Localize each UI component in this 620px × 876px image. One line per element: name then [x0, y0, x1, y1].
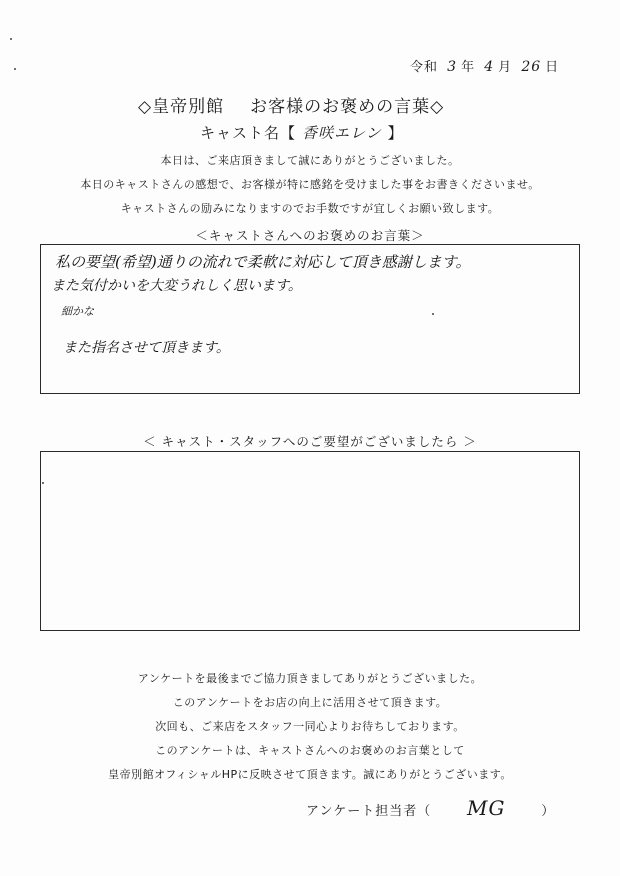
request-comment-box: [40, 451, 580, 631]
date-day-unit: 日: [545, 60, 560, 75]
request-section-heading: ＜ キャスト・スタッフへのご要望がございましたら ＞: [143, 434, 477, 449]
date-day: 26: [521, 59, 542, 75]
surveyor-line: [306, 796, 555, 820]
ink-dot: [432, 313, 434, 315]
ink-dot: [42, 482, 44, 484]
praise-section-heading: ＜キャストさんへのお褒めのお言葉＞: [195, 228, 425, 243]
handwritten-line: また気付かいを大変うれしく思います。: [51, 278, 302, 294]
intro-line: 本日は、ご来店頂きまして誠にありがとうございました。: [160, 154, 460, 167]
intro-line: 本日のキャストさんの感想で、お客様が特に感銘を受けました事をお書きくださいませ。: [80, 178, 540, 191]
closing-line: このアンケートをお店の向上に活用させて頂きます。: [172, 696, 448, 709]
scan-speck: [10, 38, 12, 40]
date-month-unit: 月: [498, 60, 513, 75]
date-year: 3: [447, 59, 458, 75]
surveyor-initials: MG: [467, 796, 506, 820]
closing-line: 次回も、ご来店をスタッフ一同心よりお待ちしております。: [155, 720, 465, 733]
surveyor-label: アンケート担当者（: [306, 804, 432, 819]
handwritten-line: 私の要望(希望)通りの流れで柔軟に対応して頂き感謝します。: [55, 253, 471, 271]
closing-line: このアンケートは、キャストさんへのお褒めのお言葉として: [155, 744, 465, 757]
date-month: 4: [484, 59, 495, 75]
cast-name-label: キャスト名【: [200, 124, 297, 142]
date-era: 令和: [410, 60, 439, 75]
closing-line: 皇帝別館オフィシャルHPに反映させて頂きます。誠にありがとうございます。: [108, 768, 512, 781]
handwritten-insertion: 細かな: [61, 305, 94, 318]
show-through-text: [300, 18, 313, 34]
cast-name-close: 】: [387, 124, 404, 142]
handwritten-line: また指名させて頂きます。: [63, 340, 230, 356]
title-venue: ◇皇帝別館: [138, 97, 225, 117]
surveyor-close: ）: [541, 804, 556, 819]
form-date: [410, 56, 559, 75]
praise-comment-box: [40, 244, 580, 394]
form-title: [138, 92, 444, 117]
scan-speck: [14, 68, 16, 70]
date-year-unit: 年: [461, 60, 476, 75]
intro-line: キャストさんの励みになりますのでお手数ですが宜しくお願い致します。: [120, 202, 500, 215]
title-subject: お客様のお褒めの言葉◇: [250, 97, 445, 117]
closing-line: アンケートを最後までご協力頂きましてありがとうございました。: [137, 672, 483, 685]
cast-name-line: [200, 122, 404, 143]
cast-name-value: 香咲エレン: [302, 124, 382, 142]
